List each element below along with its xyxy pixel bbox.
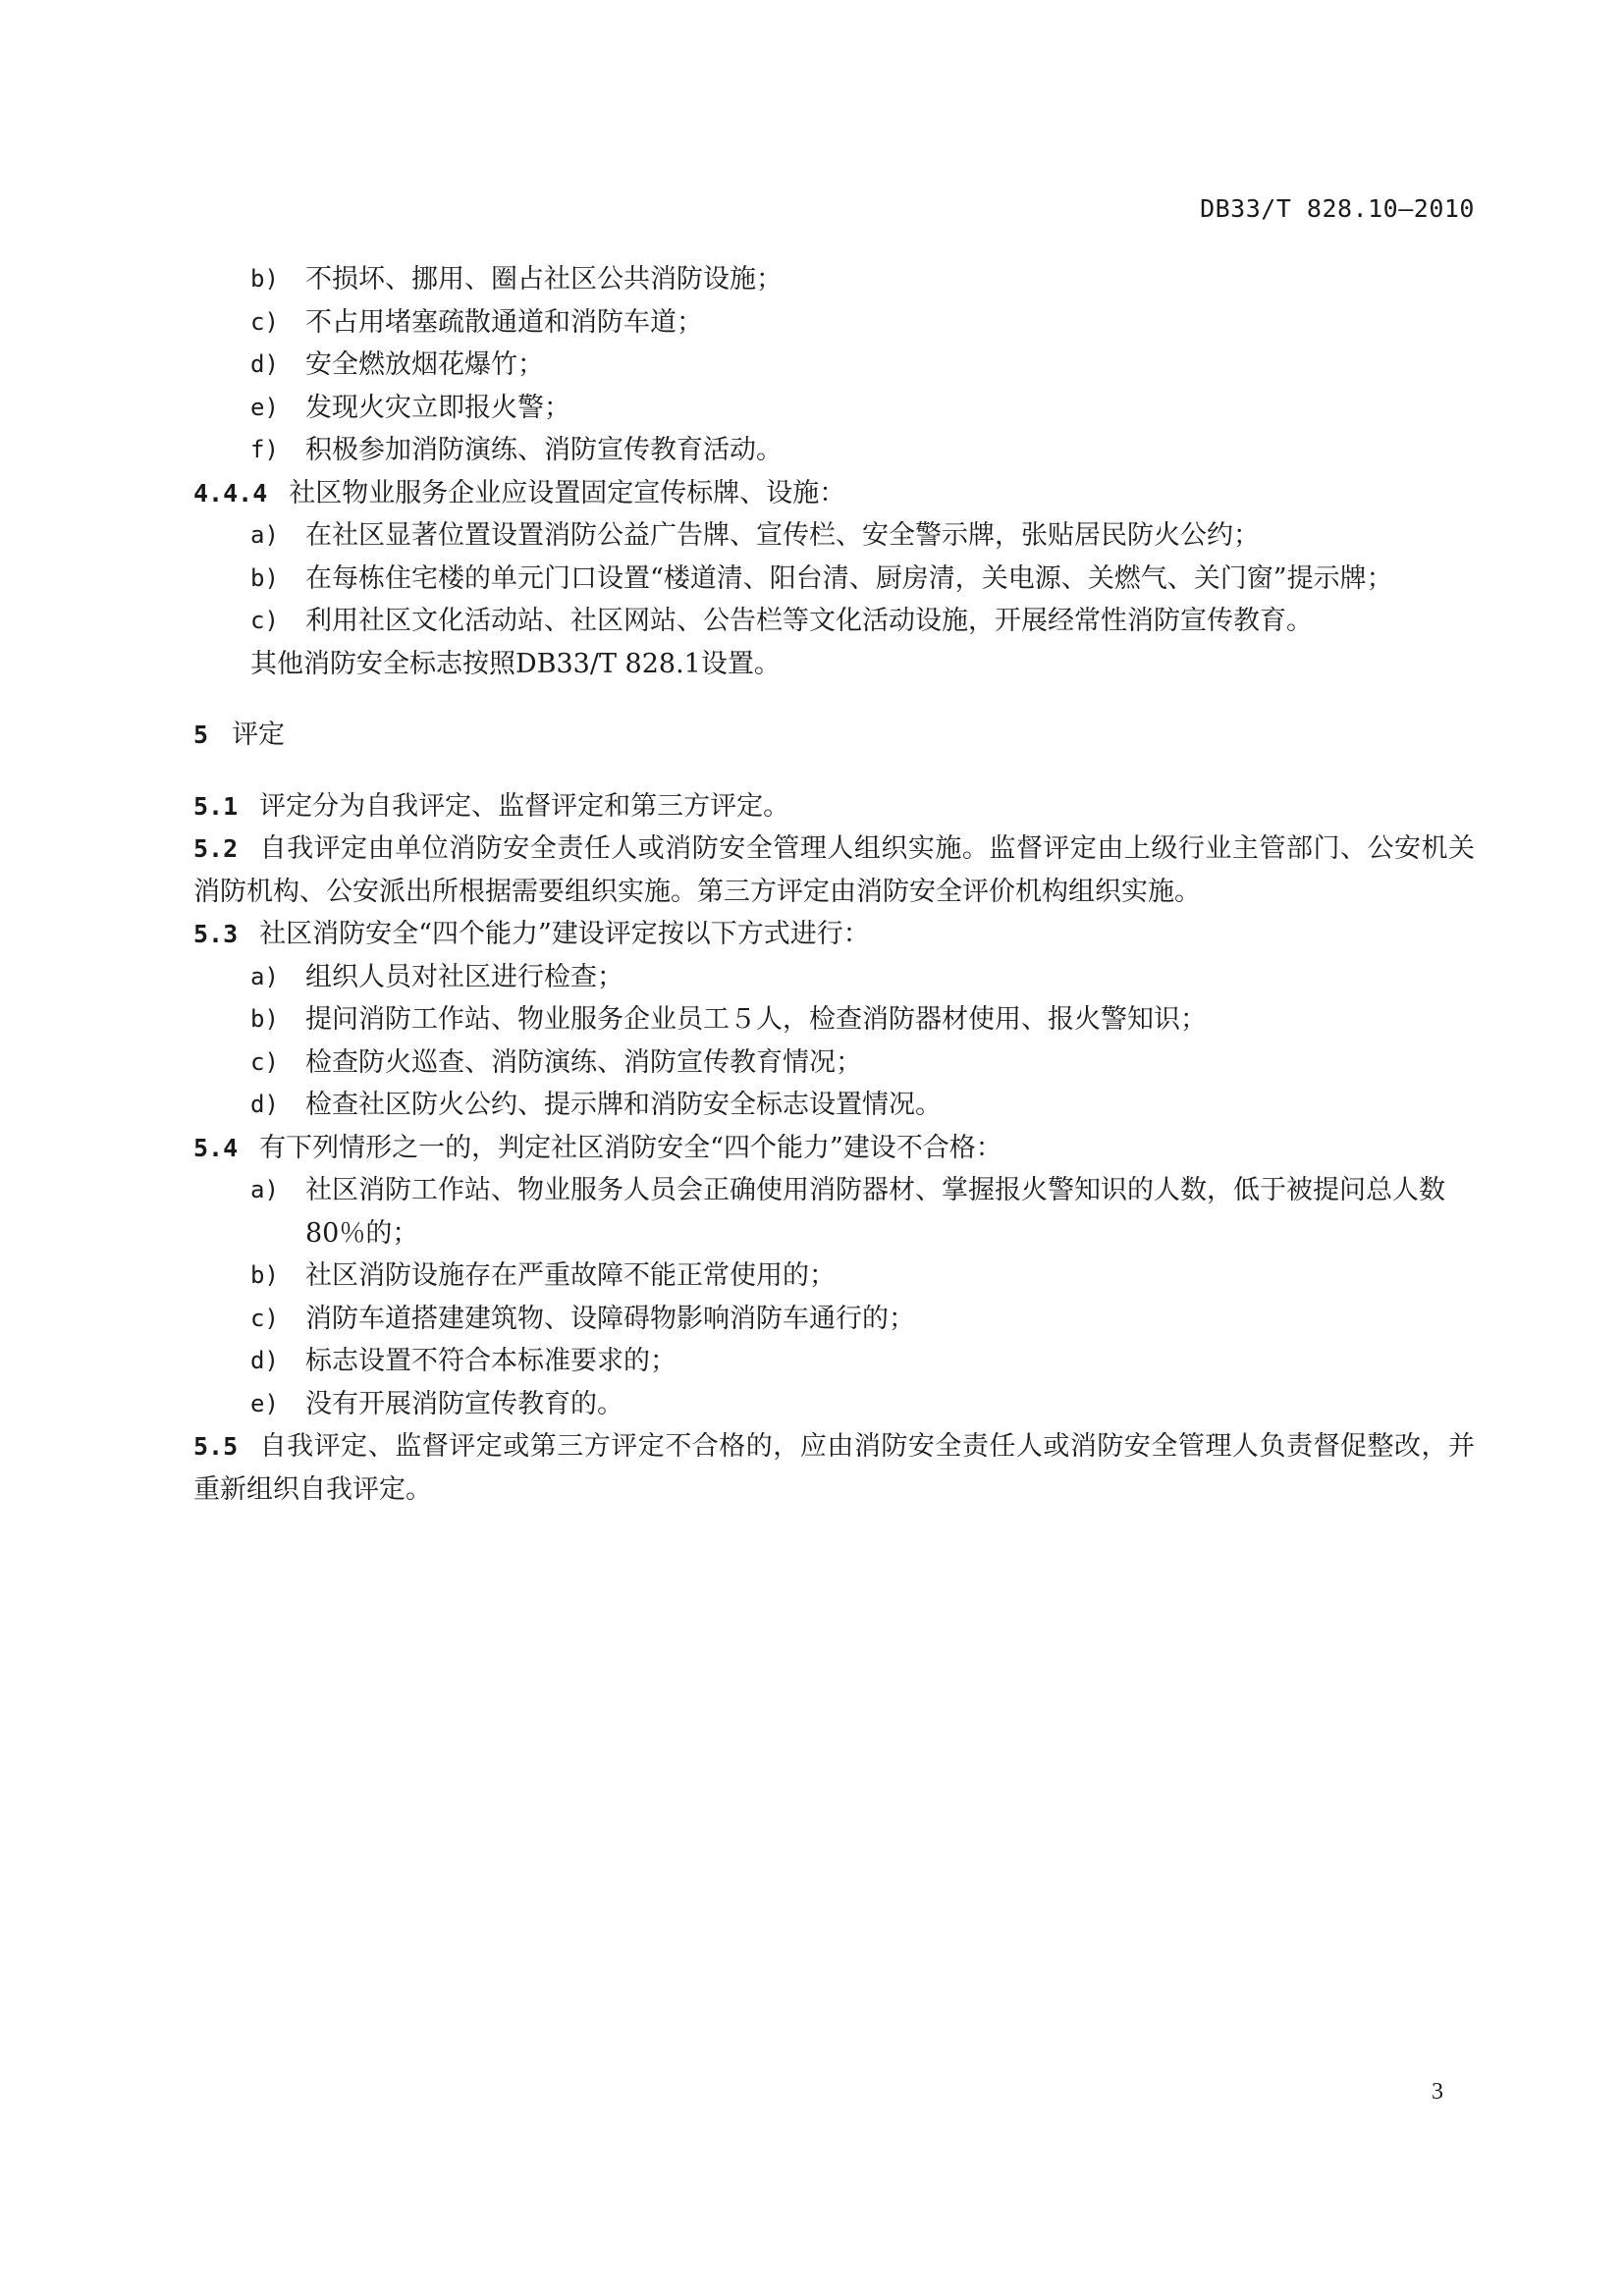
clause-number: 5.2 xyxy=(193,834,239,863)
clause-number: 5.5 xyxy=(193,1432,239,1461)
list-item xyxy=(193,1169,1475,1255)
list-marker: c) xyxy=(250,607,279,634)
clause-number: 5.4 xyxy=(193,1133,239,1162)
list-item xyxy=(193,1298,1475,1341)
clause-text: 社区物业服务企业应设置固定宣传标牌、设施： xyxy=(289,477,846,508)
clause-text: 社区消防安全“四个能力”建设评定按以下方式进行： xyxy=(259,919,870,949)
list-item xyxy=(193,1084,1475,1127)
clause-5-4 xyxy=(193,1127,1475,1170)
list-text: 没有开展消防宣传教育的。 xyxy=(305,1388,623,1419)
list-text: 在每栋住宅楼的单元门口设置“楼道清、阳台清、厨房清，关电源、关燃气、关门窗”提示牌； xyxy=(305,562,1393,594)
document-body xyxy=(193,258,1475,1511)
page-number: 3 xyxy=(1432,2079,1443,2105)
list-text: 积极参加消防演练、消防宣传教育活动。 xyxy=(305,435,783,465)
clause-text: 自我评定由单位消防安全责任人或消防安全管理人组织实施。监督评定由上级行业主管部门、公安机关消防机构、公安派出所根据需要组织实施。第三方评定由消防安全评价机构组织实施。 xyxy=(193,833,1475,907)
section-title: 评定 xyxy=(232,720,286,750)
clause-number: 5.1 xyxy=(193,791,239,821)
clause-5-3 xyxy=(193,913,1475,956)
list-marker: a) xyxy=(250,1176,279,1203)
list-marker: b) xyxy=(250,1005,279,1033)
list-text: 提问消防工作站、物业服务企业员工５人，检查消防器材使用、报火警知识； xyxy=(305,1004,1207,1035)
list-marker: f) xyxy=(250,436,279,463)
clause-text: 自我评定、监督评定或第三方评定不合格的，应由消防安全责任人或消防安全管理人负责督促整改，并重新组织自我评定。 xyxy=(193,1431,1475,1505)
clause-5-5 xyxy=(193,1425,1475,1511)
list-text: 安全燃放烟花爆竹； xyxy=(305,349,544,380)
document-code: DB33/T 828.10—2010 xyxy=(1200,194,1475,223)
list-text: 不损坏、挪用、圈占社区公共消防设施； xyxy=(305,264,783,294)
list-marker: d) xyxy=(250,1347,279,1374)
list-marker: c) xyxy=(250,1047,279,1076)
list-item xyxy=(193,258,1475,301)
list-text: 社区消防工作站、物业服务人员会正确使用消防器材、掌握报火警知识的人数，低于被提问总人数80％的； xyxy=(305,1175,1445,1249)
list-text: 标志设置不符合本标准要求的； xyxy=(305,1346,677,1376)
list-marker: c) xyxy=(250,307,279,336)
list-text: 不占用堵塞疏散通道和消防车道； xyxy=(305,306,703,338)
clause-number: 4.4.4 xyxy=(193,478,268,507)
list-item xyxy=(193,387,1475,430)
clause-number: 5.3 xyxy=(193,920,239,948)
list-item xyxy=(193,558,1475,601)
list-marker: b) xyxy=(250,1261,279,1289)
section-heading-5 xyxy=(193,714,1475,757)
clause-4-4-4 xyxy=(193,472,1475,515)
list-item xyxy=(193,514,1475,558)
list-text: 在社区显著位置设置消防公益广告牌、宣传栏、安全警示牌，张贴居民防火公约； xyxy=(305,520,1260,551)
list-text: 检查防火巡查、消防演练、消防宣传教育情况； xyxy=(305,1046,862,1078)
clause-note: 其他消防安全标志按照DB33/T 828.1设置。 xyxy=(250,648,781,679)
list-text: 发现火灾立即报火警； xyxy=(305,392,570,423)
list-item xyxy=(193,1340,1475,1383)
list-marker: a) xyxy=(250,962,279,990)
list-item xyxy=(193,1255,1475,1298)
list-item xyxy=(193,301,1475,345)
list-marker: e) xyxy=(250,393,279,421)
list-item xyxy=(193,1383,1475,1426)
list-marker: b) xyxy=(250,265,279,293)
clause-text: 评定分为自我评定、监督评定和第三方评定。 xyxy=(259,790,790,822)
list-item xyxy=(193,1041,1475,1085)
list-item xyxy=(193,998,1475,1041)
list-item xyxy=(193,344,1475,387)
list-marker: e) xyxy=(250,1389,279,1417)
list-text: 组织人员对社区进行检查； xyxy=(305,961,623,992)
list-marker: c) xyxy=(250,1304,279,1332)
list-text: 社区消防设施存在严重故障不能正常使用的； xyxy=(305,1260,836,1291)
list-marker: d) xyxy=(250,1091,279,1118)
clause-5-1 xyxy=(193,785,1475,828)
list-text: 利用社区文化活动站、社区网站、公告栏等文化活动设施，开展经常性消防宣传教育。 xyxy=(305,606,1313,636)
list-text: 消防车道搭建建筑物、设障碍物影响消防车通行的； xyxy=(305,1303,915,1334)
list-marker: a) xyxy=(250,521,279,549)
list-text: 检查社区防火公约、提示牌和消防安全标志设置情况。 xyxy=(305,1090,942,1120)
list-item xyxy=(193,956,1475,999)
list-item xyxy=(193,600,1475,643)
section-number: 5 xyxy=(193,721,209,749)
clause-5-2 xyxy=(193,828,1475,913)
list-marker: d) xyxy=(250,350,279,378)
list-item xyxy=(193,429,1475,472)
list-marker: b) xyxy=(250,563,279,592)
clause-text: 有下列情形之一的，判定社区消防安全“四个能力”建设不合格： xyxy=(259,1132,1002,1163)
